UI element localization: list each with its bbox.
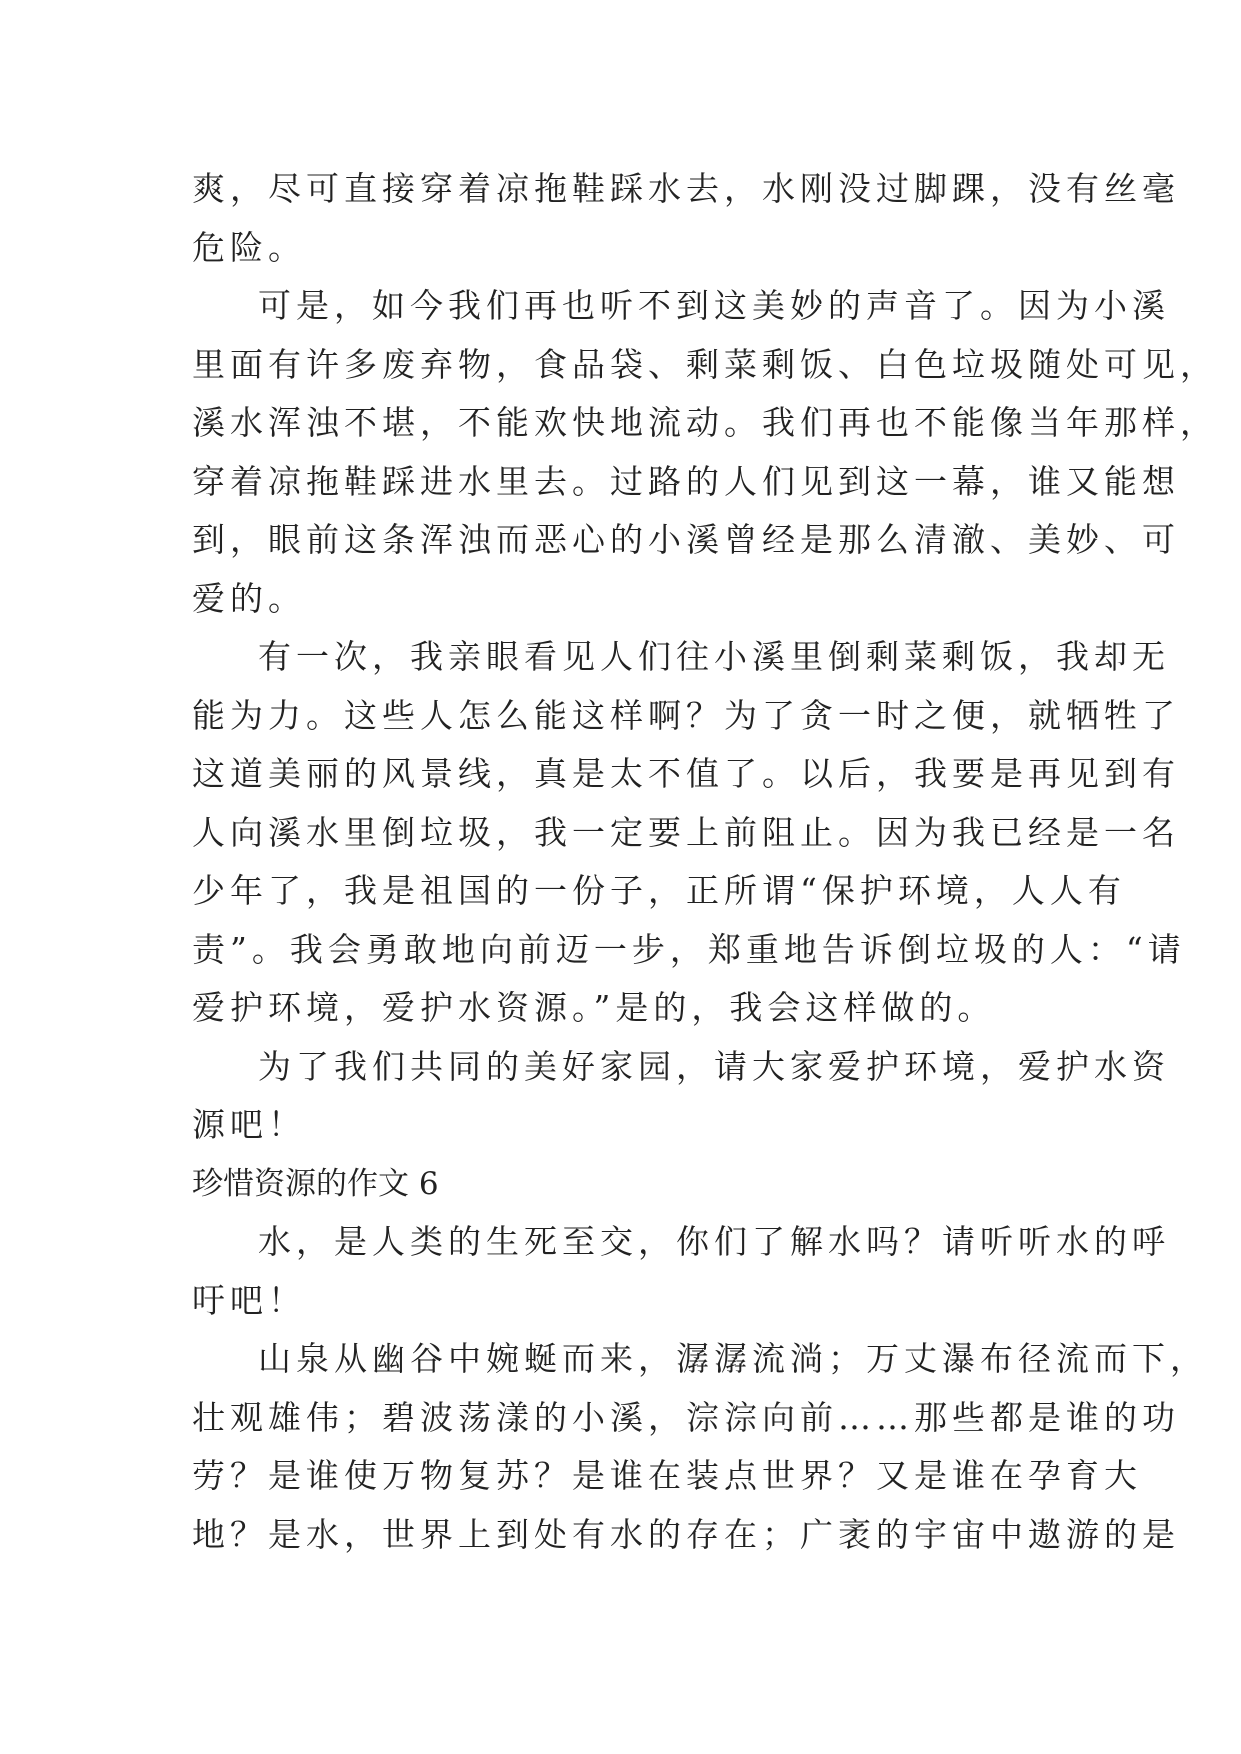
text-line: 可是，如今我们再也听不到这美妙的声音了。因为小溪 xyxy=(258,286,1170,325)
text-line: 为了我们共同的美好家园，请大家爱护环境，爱护水资 xyxy=(258,1046,1170,1086)
text-line: 山泉从幽谷中婉蜒而来，潺潺流淌；万丈瀑布径流而下， xyxy=(258,1339,1208,1378)
text-line: 里面有许多废弃物，食品袋、剩菜剩饭、白色垃圾随处可见， xyxy=(192,344,1218,384)
text-line: 危险。 xyxy=(192,227,306,267)
text-line: 少年了，我是祖国的一份子，正所谓“保护环境，人人有 xyxy=(192,871,1126,910)
document-body xyxy=(192,160,1218,1564)
text-line: 责”。我会勇敢地向前迈一步，郑重地告诉倒垃圾的人：“请 xyxy=(192,929,1186,969)
text-line: 水，是人类的生死至交，你们了解水吗？请听听水的呼 xyxy=(258,1222,1170,1261)
text-line: 劳？是谁使万物复苏？是谁在装点世界？又是谁在孕育大 xyxy=(192,1456,1142,1495)
text-line: 溪水浑浊不堪，不能欢快地流动。我们再也不能像当年那样， xyxy=(192,403,1218,442)
text-line: 吁吧！ xyxy=(192,1280,306,1320)
text-line: 到，眼前这条浑浊而恶心的小溪曾经是那么清澈、美妙、可 xyxy=(192,520,1180,559)
text-line: 穿着凉拖鞋踩进水里去。过路的人们见到这一幕，谁又能想 xyxy=(192,461,1180,501)
text-line: 地？是水，世界上到处有水的存在；广袤的宇宙中遨游的是 xyxy=(192,1514,1180,1554)
text-line: 有一次，我亲眼看见人们往小溪里倒剩菜剩饭，我却无 xyxy=(258,637,1170,676)
text-line: 这道美丽的风景线，真是太不值了。以后，我要是再见到有 xyxy=(192,754,1180,793)
text-line: 源吧！ xyxy=(192,1105,306,1144)
text-line: 能为力。这些人怎么能这样啊？为了贪一时之便，就牺牲了 xyxy=(192,695,1180,735)
text-line: 爽，尽可直接穿着凉拖鞋踩水去，水刚没过脚踝，没有丝毫 xyxy=(192,169,1180,208)
text-line: 人向溪水里倒垃圾，我一定要上前阻止。因为我已经是一名 xyxy=(192,812,1180,852)
section-heading: 珍惜资源的作文 6 xyxy=(192,1165,439,1202)
text-line: 壮观雄伟；碧波荡漾的小溪，淙淙向前……那些都是谁的功 xyxy=(192,1397,1180,1437)
text-line: 爱护环境，爱护水资源。”是的，我会这样做的。 xyxy=(192,988,996,1027)
text-line: 爱的。 xyxy=(192,578,306,618)
